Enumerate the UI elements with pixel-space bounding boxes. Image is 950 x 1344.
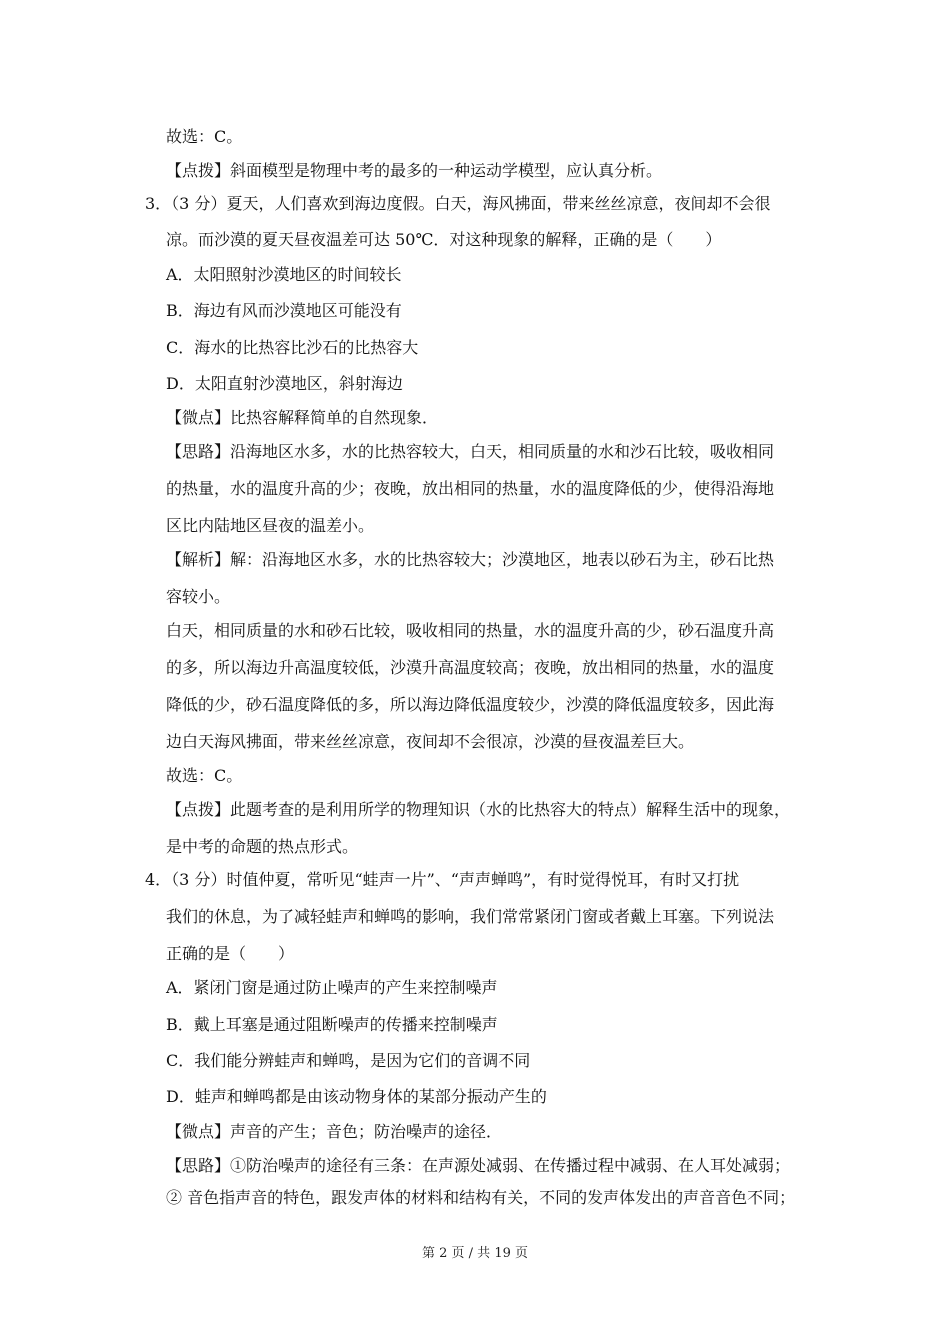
option-b: B．戴上耳塞是通过阻断噪声的传播来控制噪声	[166, 1015, 498, 1034]
text-line: 正确的是（ ）	[166, 944, 295, 963]
text-line: 边白天海风拂面，带来丝丝凉意，夜间却不会很凉，沙漠的昼夜温差巨大。	[166, 732, 695, 751]
text-line: 【微点】声音的产生；音色；防治噪声的途径．	[166, 1122, 503, 1141]
option-d: D．太阳直射沙漠地区，斜射海边	[166, 374, 403, 393]
text-line: 【微点】比热容解释简单的自然现象．	[166, 408, 439, 427]
page-number-footer: 第 2 页 / 共 19 页	[422, 1246, 528, 1261]
text-line: 【思路】沿海地区水多，水的比热容较大，白天，相同质量的水和沙石比较，吸收相同	[166, 442, 775, 461]
option-a: A．紧闭门窗是通过防止噪声的产生来控制噪声	[166, 978, 498, 997]
text-line: 容较小。	[166, 587, 231, 606]
text-line: ② 音色指声音的特色，跟发声体的材料和结构有关，不同的发声体发出的声音音色不同；	[166, 1188, 796, 1207]
text-line: 降低的少，砂石温度降低的多，所以海边降低温度较少，沙漠的降低温度较多，因此海	[166, 695, 775, 714]
question-3-line: 3．（3 分）夏天，人们喜欢到海边度假。白天，海风拂面，带来丝丝凉意，夜间却不会很	[145, 194, 771, 213]
option-d: D．蛙声和蝉鸣都是由该动物身体的某部分振动产生的	[166, 1087, 547, 1106]
text-line: 故选：C。	[166, 766, 243, 785]
question-4-line: 4．（3 分）时值仲夏，常听见“蛙声一片”、“声声蝉鸣”，有时觉得悦耳，有时又打扰	[145, 870, 740, 889]
option-c: C．海水的比热容比沙石的比热容大	[166, 338, 419, 357]
text-line: 【解析】解：沿海地区水多，水的比热容较大；沙漠地区，地表以砂石为主，砂石比热	[166, 550, 775, 569]
text-line: 区比内陆地区昼夜的温差小。	[166, 516, 375, 535]
text-line: 凉。而沙漠的夏天昼夜温差可达 50℃．对这种现象的解释，正确的是（ ）	[166, 230, 722, 249]
option-a: A．太阳照射沙漠地区的时间较长	[166, 265, 402, 284]
text-line: 是中考的命题的热点形式。	[166, 837, 359, 856]
text-line: 故选：C。	[166, 127, 243, 146]
text-line: 的多，所以海边升高温度较低，沙漠升高温度较高；夜晚，放出相同的热量，水的温度	[166, 658, 775, 677]
text-line: 【点拨】此题考查的是利用所学的物理知识（水的比热容大的特点）解释生活中的现象，	[166, 800, 791, 819]
text-line: 白天，相同质量的水和砂石比较，吸收相同的热量，水的温度升高的少，砂石温度升高	[166, 621, 775, 640]
text-line: 【点拨】斜面模型是物理中考的最多的一种运动学模型，应认真分析。	[166, 161, 663, 180]
text-line: 【思路】①防治噪声的途径有三条：在声源处减弱、在传播过程中减弱、在人耳处减弱；	[166, 1156, 791, 1175]
option-b: B．海边有风而沙漠地区可能没有	[166, 301, 402, 320]
text-line: 的热量，水的温度升高的少；夜晚，放出相同的热量，水的温度降低的少，使得沿海地	[166, 479, 775, 498]
text-line: 我们的休息，为了减轻蛙声和蝉鸣的影响，我们常常紧闭门窗或者戴上耳塞。下列说法	[166, 907, 775, 926]
option-c: C．我们能分辨蛙声和蝉鸣，是因为它们的音调不同	[166, 1051, 531, 1070]
